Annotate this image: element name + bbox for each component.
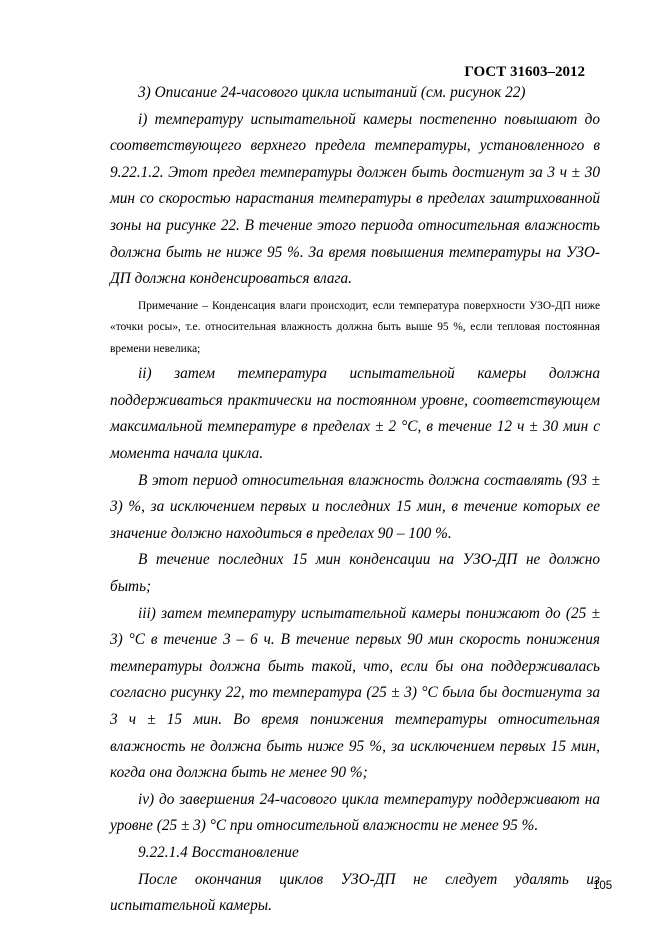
note-paragraph: Примечание – Конденсация влаги происходит, если температура поверхности УЗО-ДП ниже «точки росы», т.е. относительная влажность должна быть выше 95 %, если тепловая постоянная времени невелика; (110, 299, 600, 355)
step-i-paragraph: i) температуру испытательной камеры постепенно повышают до соответствующего верхнего предела температуры, установленного в 9.22.1.2. Этот предел температуры должен быть достигнут за 3 ч ± 30 мин со скоростью нарастания температуры в пределах заштрихованной зоны на рисунке 22. В течение этого периода относительная влажность должна быть не ниже 95 %. За время повышения температуры на УЗО-ДП должна конденсироваться влага. (110, 110, 600, 288)
recovery-paragraph: После окончания циклов УЗО-ДП не следует удалять из испытательной камеры. (110, 870, 600, 915)
step-ii-paragraph: ii) затем температура испытательной камеры должна поддерживаться практически на постоянном уровне, соответствующем максимальной температуре в пределах ± 2 °С, в течение 12 ч ± 30 мин с момента начала цикла. (110, 365, 600, 463)
page-number: 105 (593, 880, 613, 892)
step-iv-paragraph: iv) до завершения 24-часового цикла температуру поддерживают на уровне (25 ± 3) °С при относительной влажности не менее 95 %. (110, 790, 600, 835)
document-body (110, 80, 600, 920)
condensation-paragraph: В течение последних 15 мин конденсации на УЗО-ДП не должно быть; (110, 551, 600, 595)
cycle-description-heading: 3) Описание 24-часового цикла испытаний (см. рисунок 22) (138, 84, 526, 101)
section-heading: 9.22.1.4 Восстановление (138, 843, 299, 861)
humidity-paragraph: В этот период относительная влажность должна составлять (93 ± 3) %, за исключением первых и последних 15 мин, в течение которых ее значение должно находиться в пределах 90 – 100 %. (110, 471, 600, 542)
step-iii-paragraph: iii) затем температуру испытательной камеры понижают до (25 ± 3) °С в течение 3 – 6 ч. В течение первых 90 мин скорость понижения температуры должна быть такой, что, если бы она поддерживалась согласно рисунку 22, то температура (25 ± 3) °С была бы достигнута за 3 ч ± 15 мин. Во время понижения температуры относительная влажность не должна быть ниже 95 %, за исключением первых 15 мин, когда она должна быть не менее 90 %; (110, 604, 600, 782)
standard-designation: ГОСТ 31603–2012 (464, 64, 585, 80)
